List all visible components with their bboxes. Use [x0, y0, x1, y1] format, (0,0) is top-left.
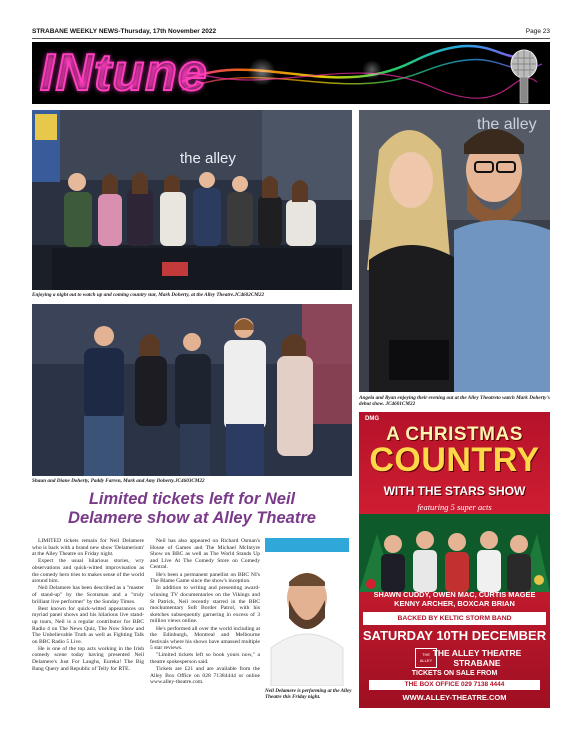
intune-banner [32, 42, 550, 104]
headline-line2: Delamere show at Alley Theatre [68, 509, 316, 527]
advert-artists-photos [359, 514, 550, 592]
page-number: Page 23 [525, 28, 550, 35]
headline-line1: Limited tickets left for Neil [88, 490, 296, 508]
advert-title-line3: WITH THE STARS SHOW [383, 484, 526, 498]
advert-logo: DMG [365, 416, 379, 422]
article-paragraph: Neil Delamere has been described as a "master of stand-up" by the Scotsman and a "truly brilliant live performer" by the Sunday Times. [32, 585, 144, 605]
venue-sign-photo3: the alley [477, 116, 537, 133]
article-paragraph: Expect the usual hilarious stories, wry observations and quick-witted improvisation as the comedy hero tries to makes sense of the world around him. [32, 558, 144, 585]
advert-venue-line1: THE ALLEY THEATRE [432, 648, 522, 658]
photo-doherty-family [32, 304, 352, 476]
advert-subtitle: featuring 5 super acts [417, 502, 492, 512]
caption-photo4: Neil Delamere is performing at the Alley Theatre this Friday night. [265, 688, 352, 701]
photo-angela-ryan [359, 110, 550, 392]
advert-venue-line2: STRABANE [453, 658, 501, 668]
venue-sign: the alley [180, 150, 236, 167]
caption-photo2: Shaun and Diane Doherty, Paddy Farren, Mark and Amy Doherty.JC4603CM22 [32, 478, 205, 484]
photo-group-image [32, 110, 352, 290]
publication-dateline: STRABANE WEEKLY NEWS-Thursday, 17th November 2022 [32, 28, 217, 35]
photo-group-alley-theatre [32, 110, 352, 290]
advert-artists-line1: SHAWN CUDDY, OWEN MAC, CURTIS MAGEE [373, 590, 536, 599]
article-paragraph: LIMITED tickets remain for Neil Delamere who is back with a brand new show 'Delamerium' at the Alley Theatre on Friday night. [32, 538, 144, 558]
photo-neil-delamere [265, 538, 349, 686]
article-paragraph: In addition to writing and presenting award-winning TV documentaries on the Vikings and St Patrick, Neil recently starred in the BBC mockumentary Soft Border Patrol, with his sketches subsequently garnering in excess of 3 million views online. [150, 585, 260, 625]
article-headline [32, 490, 352, 528]
photo-couple-image [359, 110, 550, 392]
article-paragraph: "Limited tickets left so book yours now," a theatre spokesperson said. [150, 652, 260, 666]
article-paragraph: He is one of the top acts working in the Irish comedy scene today having presented Neil Delamere's Just For Laughs, Eureka! The Big Bang Query and Republic of Telly for RTE. [32, 645, 144, 672]
alley-badge-logo: THE ALLEY [415, 648, 437, 668]
advert-box-office: THE BOX OFFICE 029 7138 4444 [369, 680, 540, 690]
advert-date: SATURDAY 10TH DECEMBER [362, 628, 547, 643]
page-header [32, 26, 550, 38]
christmas-country-advert [359, 412, 550, 708]
caption-photo3: Angela and Ryan enjoying their evening out at the Alley Theatreto watch Mark Doherty's debut show. JC4601CM22 [359, 395, 550, 408]
article-paragraph: Best known for quick-witted appearances on myriad panel shows and his hilarious live stand-up tours, Neil is a regular contributor for BBC Radio 4 on The News Quiz, The Now Show and The Unbelievable Truth as well as Fighting Talk on BBC Radio 5 Live. [32, 605, 144, 645]
article-paragraph: He's performed all over the world including at the Edinburgh, Montreal and Melbourne festivals where his shows have amassed multiple 5 star reviews. [150, 625, 260, 652]
advert-title-line1: A CHRISTMAS [386, 424, 523, 445]
advert-tickets: TICKETS ON SALE FROM [411, 670, 498, 677]
advert-artists-line2: KENNY ARCHER, BOXCAR BRIAN [394, 599, 515, 608]
header-rule [32, 38, 550, 39]
article-paragraph: Neil has also appeared on Richard Osman's House of Games and The Michael McIntyre Show on BBC as well as The World Stands Up and Live At The Comedy Store on Comedy Central. [150, 538, 260, 571]
article-column-1 [32, 538, 144, 708]
advert-title-line2: COUNTRY [369, 441, 540, 479]
article-paragraph: He's been a permanent panellist on BBC NI's The Blame Game since the show's inception. [150, 571, 260, 585]
photo-family-image [32, 304, 352, 476]
advert-website: WWW.ALLEY-THEATRE.COM [402, 693, 507, 702]
article-column-2 [150, 538, 260, 708]
banner-title: INtune [40, 44, 208, 102]
advert-backed-by: BACKED BY KELTIC STORM BAND [363, 612, 546, 625]
article-paragraph: Tickets are £21 and are available from the Alley Box Office on 028 71384444 or online www.alley-theatre.com. [150, 666, 260, 686]
photo-neil-image [265, 538, 349, 686]
caption-photo1: Enjoying a night out to watch up and coming country star, Mark Doherty, at the Alley Theatre.JC4602CM22 [32, 292, 265, 298]
